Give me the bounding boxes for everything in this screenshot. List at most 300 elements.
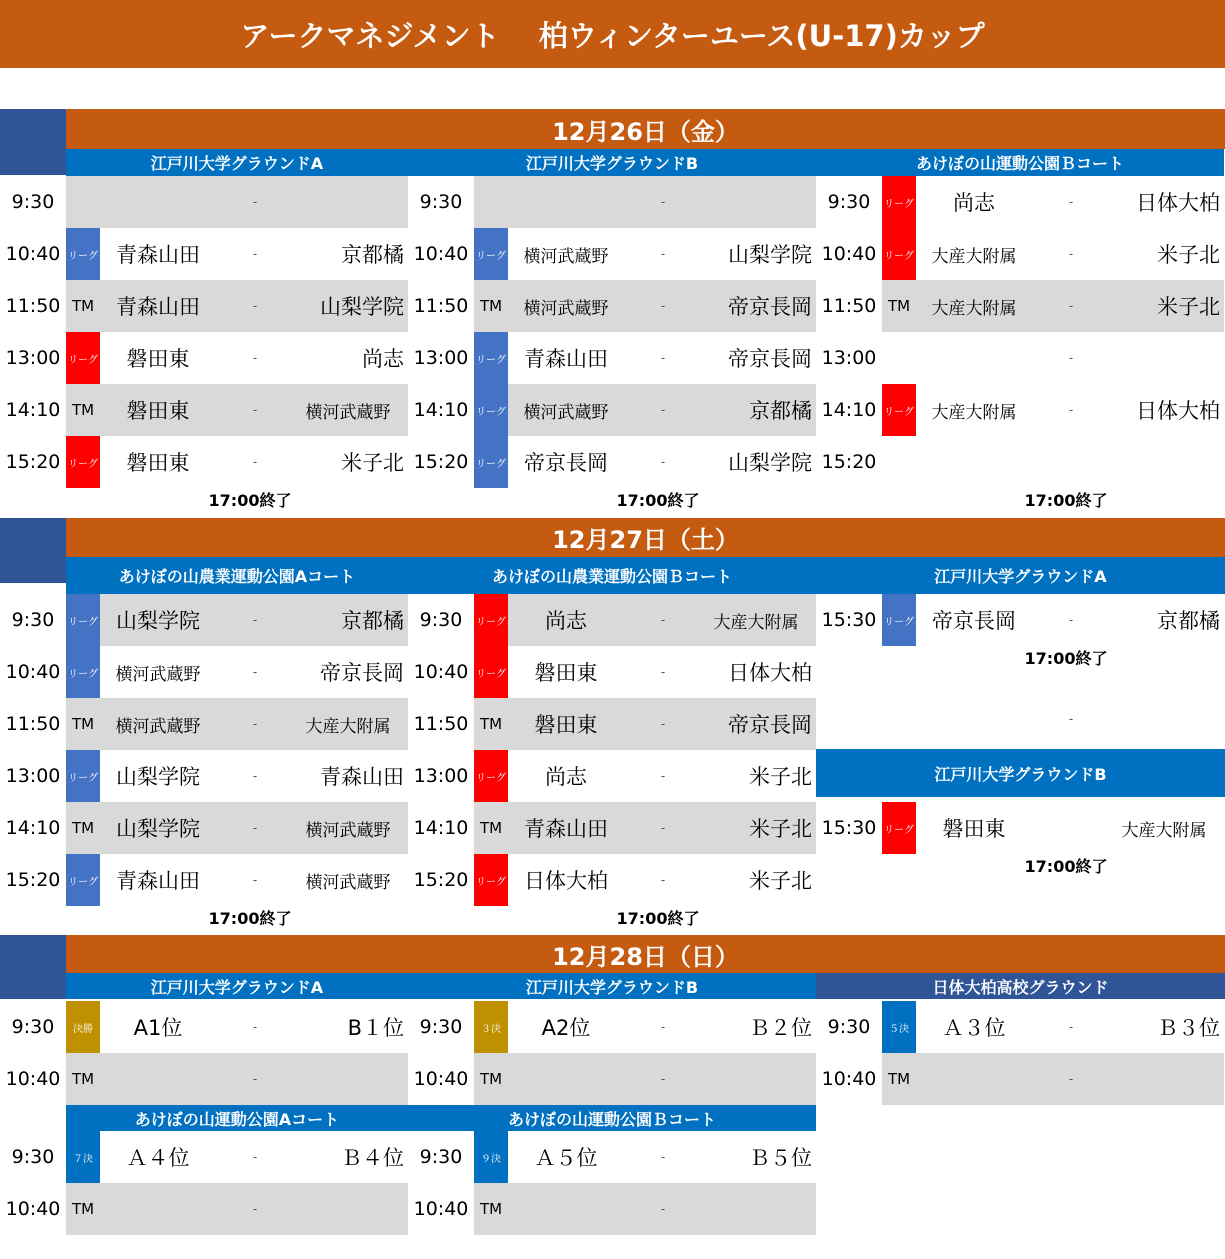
versus-dash: - — [252, 1150, 258, 1164]
versus-dash: - — [252, 1202, 258, 1216]
match-type-badge: ３決 — [474, 1001, 508, 1053]
versus-dash: - — [252, 403, 258, 417]
home-team: A2位 — [541, 1016, 591, 1040]
home-team: 山梨学院 — [116, 765, 200, 789]
match-type-badge: リーグ — [474, 594, 508, 646]
home-team: 山梨学院 — [116, 609, 200, 633]
versus-dash: - — [1068, 403, 1074, 417]
away-team: 尚志 — [362, 347, 404, 371]
match-time: 14:10 — [413, 817, 469, 839]
match-type-badge: TM — [71, 1200, 95, 1218]
match-type-badge: ５決 — [882, 1001, 916, 1053]
match-type-badge: リーグ — [66, 750, 100, 802]
match-time: 9:30 — [11, 191, 55, 213]
match-strip — [474, 750, 816, 802]
versus-dash: - — [252, 613, 258, 627]
away-team — [1108, 1053, 1220, 1105]
match-strip — [474, 176, 816, 228]
venue-header: 江戸川大学グラウンドB — [408, 149, 816, 176]
away-team: 米子北 — [749, 765, 812, 789]
versus-dash: - — [660, 351, 666, 365]
away-team: 京都橘 — [1157, 609, 1220, 633]
home-team — [916, 1053, 1032, 1105]
match-row — [0, 384, 408, 436]
match-type-badge: リーグ — [66, 646, 100, 698]
match-strip — [882, 594, 1224, 646]
versus-dash: - — [660, 403, 666, 417]
match-type-badge: TM — [479, 1200, 503, 1218]
home-team: Ａ５位 — [534, 1146, 598, 1170]
match-type-badge: リーグ — [66, 594, 100, 646]
away-team: 横河武蔵野 — [305, 872, 391, 893]
away-team — [292, 1053, 404, 1105]
match-strip — [474, 698, 816, 750]
home-team — [100, 1183, 216, 1235]
match-strip — [66, 1053, 408, 1105]
match-time: 11:50 — [5, 713, 61, 735]
venue-header: あけぼの山農業運動公園Ｂコート — [408, 557, 816, 594]
match-time: 10:40 — [5, 1068, 61, 1090]
versus-dash: - — [252, 1072, 258, 1086]
match-time: 14:10 — [5, 399, 61, 421]
match-type-badge: リーグ — [474, 332, 508, 384]
end-time-note: 17:00終了 — [616, 491, 700, 510]
versus-dash: - — [1068, 351, 1074, 365]
match-row — [408, 1183, 816, 1235]
home-team — [508, 176, 624, 228]
versus-dash: - — [252, 455, 258, 469]
spacer-dash: - — [1068, 712, 1074, 726]
match-strip — [66, 1001, 408, 1053]
versus-dash: - — [660, 1072, 666, 1086]
match-type-badge: リーグ — [882, 228, 916, 280]
home-team: 大産大附属 — [931, 246, 1017, 267]
home-team: 尚志 — [953, 191, 995, 215]
home-team: 磐田東 — [942, 817, 1006, 841]
away-team: Ｂ５位 — [749, 1146, 812, 1170]
versus-dash: - — [660, 1150, 666, 1164]
match-row — [408, 750, 816, 802]
match-strip — [66, 332, 408, 384]
away-team: Ｂ４位 — [341, 1146, 404, 1170]
match-type-badge: ７決 — [66, 1131, 100, 1183]
match-strip — [474, 1001, 816, 1053]
home-team: 横河武蔵野 — [523, 298, 609, 319]
match-time: 9:30 — [419, 191, 463, 213]
away-team: 米子北 — [749, 817, 812, 841]
away-team: 山梨学院 — [320, 295, 404, 319]
match-row — [0, 436, 408, 488]
match-time: 10:40 — [821, 243, 877, 265]
match-type-badge: 決勝 — [66, 1001, 100, 1053]
match-row — [408, 854, 816, 906]
match-type-badge: TM — [887, 1070, 911, 1088]
end-time-note: 17:00終了 — [1024, 857, 1108, 876]
match-row — [0, 802, 408, 854]
match-type-badge: リーグ — [474, 750, 508, 802]
match-type-badge: リーグ — [474, 384, 508, 436]
match-strip — [66, 228, 408, 280]
away-team: 帝京長岡 — [728, 347, 812, 371]
match-time: 11:50 — [413, 713, 469, 735]
match-row — [408, 228, 816, 280]
match-row — [408, 802, 816, 854]
home-team: 横河武蔵野 — [523, 402, 609, 423]
match-time: 13:00 — [413, 765, 469, 787]
versus-dash: - — [660, 613, 666, 627]
away-team: 山梨学院 — [728, 243, 812, 267]
match-time: 9:30 — [419, 1146, 463, 1168]
away-team: 大産大附属 — [1121, 820, 1207, 841]
match-row — [408, 646, 816, 698]
match-row — [408, 436, 816, 488]
away-team — [1108, 436, 1220, 488]
match-strip — [66, 802, 408, 854]
match-time: 10:40 — [413, 243, 469, 265]
match-strip — [474, 802, 816, 854]
match-row — [0, 750, 408, 802]
match-type-badge: リーグ — [882, 594, 916, 646]
match-time: 15:20 — [5, 451, 61, 473]
away-team: 米子北 — [749, 869, 812, 893]
home-team: 磐田東 — [126, 399, 190, 423]
home-team — [100, 1053, 216, 1105]
venue-header: 江戸川大学グラウンドB — [408, 973, 816, 999]
home-team: 磐田東 — [534, 661, 598, 685]
match-time: 9:30 — [11, 1016, 55, 1038]
match-row — [816, 280, 1224, 332]
venue-header: あけぼの山農業運動公園Aコート — [66, 557, 408, 594]
away-team — [1108, 332, 1220, 384]
home-team: 尚志 — [545, 609, 587, 633]
away-team: 山梨学院 — [728, 451, 812, 475]
away-team: 青森山田 — [320, 765, 404, 789]
end-time-note: 17:00終了 — [1024, 649, 1108, 668]
match-type-badge: リーグ — [882, 176, 916, 228]
match-strip — [882, 802, 1224, 854]
versus-dash: - — [1068, 247, 1074, 261]
match-row — [816, 1053, 1224, 1105]
home-team: 山梨学院 — [116, 817, 200, 841]
match-strip — [474, 332, 816, 384]
versus-dash: - — [252, 1020, 258, 1034]
away-team: 横河武蔵野 — [305, 820, 391, 841]
match-row — [0, 1183, 408, 1235]
versus-dash: - — [252, 717, 258, 731]
page-title: アークマネジメント 柏ウィンターユース(U-17)カップ — [0, 0, 1225, 68]
away-team: 京都橘 — [749, 399, 812, 423]
away-team — [700, 1183, 812, 1235]
match-row — [408, 594, 816, 646]
match-time: 15:30 — [821, 609, 877, 631]
match-strip — [474, 1131, 816, 1183]
home-team: Ａ３位 — [942, 1016, 1006, 1040]
match-strip — [882, 332, 1224, 384]
match-time: 15:20 — [5, 869, 61, 891]
match-time: 14:10 — [821, 399, 877, 421]
match-row — [408, 384, 816, 436]
match-type-badge: TM — [479, 819, 503, 837]
versus-dash: - — [252, 821, 258, 835]
away-team: 大産大附属 — [305, 716, 391, 737]
match-type-badge: TM — [71, 297, 95, 315]
away-team: 大産大附属 — [713, 612, 799, 633]
away-team: 京都橘 — [341, 243, 404, 267]
versus-dash: - — [1068, 1020, 1074, 1034]
match-type-badge: ９決 — [474, 1131, 508, 1183]
match-time: 9:30 — [11, 1146, 55, 1168]
away-team: 米子北 — [1157, 295, 1220, 319]
venue-header: 江戸川大学グラウンドA — [66, 973, 408, 999]
home-team: 横河武蔵野 — [115, 716, 201, 737]
match-type-badge: リーグ — [66, 854, 100, 906]
match-time: 11:50 — [413, 295, 469, 317]
versus-dash: - — [660, 665, 666, 679]
match-strip — [882, 436, 1224, 488]
venue-header: あけぼの山運動公園Ｂコート — [408, 1105, 816, 1131]
home-team: 青森山田 — [524, 347, 608, 371]
match-row — [408, 332, 816, 384]
match-time: 15:20 — [413, 451, 469, 473]
match-time: 15:20 — [413, 869, 469, 891]
home-team: 日体大柏 — [524, 869, 608, 893]
match-strip — [66, 698, 408, 750]
match-row — [0, 594, 408, 646]
home-team — [508, 1053, 624, 1105]
versus-dash: - — [252, 247, 258, 261]
match-strip — [882, 1053, 1224, 1105]
home-team: 青森山田 — [116, 869, 200, 893]
away-team: 日体大柏 — [728, 661, 812, 685]
venue-header: 日体大柏高校グラウンド — [816, 973, 1225, 999]
end-time-note: 17:00終了 — [616, 909, 700, 928]
match-row — [408, 176, 816, 228]
match-row — [0, 1053, 408, 1105]
home-team: 横河武蔵野 — [115, 664, 201, 685]
match-row — [0, 698, 408, 750]
match-strip — [474, 228, 816, 280]
match-strip — [474, 646, 816, 698]
end-time-note: 17:00終了 — [208, 491, 292, 510]
home-team: 青森山田 — [116, 243, 200, 267]
match-row — [408, 1131, 816, 1183]
match-type-badge: TM — [71, 715, 95, 733]
match-strip — [66, 436, 408, 488]
match-row — [0, 332, 408, 384]
match-time: 9:30 — [419, 609, 463, 631]
home-team: 磐田東 — [534, 713, 598, 737]
match-type-badge: リーグ — [66, 332, 100, 384]
match-row — [0, 176, 408, 228]
venue-header: 江戸川大学グラウンドA — [66, 149, 408, 176]
match-strip — [882, 176, 1224, 228]
match-strip — [66, 750, 408, 802]
versus-dash: - — [252, 873, 258, 887]
day-header: 12月27日（土） — [66, 518, 1225, 557]
end-time-note: 17:00終了 — [208, 909, 292, 928]
match-strip — [882, 384, 1224, 436]
match-type-badge: リーグ — [66, 436, 100, 488]
versus-dash: - — [252, 299, 258, 313]
match-type-badge: TM — [887, 297, 911, 315]
away-team: 帝京長岡 — [320, 661, 404, 685]
home-team: 青森山田 — [524, 817, 608, 841]
versus-dash: - — [660, 1202, 666, 1216]
match-row — [816, 436, 1224, 488]
match-row — [0, 854, 408, 906]
home-team: 青森山田 — [116, 295, 200, 319]
away-team: 横河武蔵野 — [305, 402, 391, 423]
match-strip — [474, 384, 816, 436]
away-team: 日体大柏 — [1136, 399, 1220, 423]
match-type-badge: TM — [479, 715, 503, 733]
match-row — [0, 1131, 408, 1183]
versus-dash: - — [660, 769, 666, 783]
away-team: 米子北 — [341, 451, 404, 475]
match-time: 9:30 — [419, 1016, 463, 1038]
versus-dash: - — [660, 873, 666, 887]
versus-dash: - — [660, 455, 666, 469]
match-row — [816, 384, 1224, 436]
home-team: 大産大附属 — [931, 298, 1017, 319]
match-strip — [66, 280, 408, 332]
venue-header: 江戸川大学グラウンドB — [816, 749, 1225, 797]
match-type-badge: リーグ — [882, 802, 916, 854]
home-team: 大産大附属 — [931, 402, 1017, 423]
day-header: 12月28日（日） — [66, 935, 1225, 973]
match-type-badge: リーグ — [474, 436, 508, 488]
match-time: 10:40 — [5, 243, 61, 265]
match-time: 10:40 — [413, 1198, 469, 1220]
versus-dash: - — [660, 717, 666, 731]
day-corner-block — [0, 109, 66, 175]
match-type-badge: TM — [479, 297, 503, 315]
day-corner-block — [0, 518, 66, 583]
match-strip — [66, 384, 408, 436]
match-type-badge: TM — [71, 819, 95, 837]
away-team — [700, 176, 812, 228]
home-team: A1位 — [133, 1016, 183, 1040]
match-row — [816, 332, 1224, 384]
home-team: 尚志 — [545, 765, 587, 789]
match-time: 14:10 — [5, 817, 61, 839]
match-strip — [66, 1183, 408, 1235]
match-time: 13:00 — [5, 765, 61, 787]
match-strip — [474, 436, 816, 488]
match-strip — [882, 228, 1224, 280]
match-strip — [882, 280, 1224, 332]
match-row — [0, 280, 408, 332]
match-time: 10:40 — [413, 661, 469, 683]
match-row — [816, 1001, 1224, 1053]
away-team — [292, 1183, 404, 1235]
home-team — [508, 1183, 624, 1235]
versus-dash: - — [660, 821, 666, 835]
match-strip — [66, 176, 408, 228]
match-strip — [474, 854, 816, 906]
versus-dash: - — [1068, 299, 1074, 313]
match-strip — [474, 1183, 816, 1235]
away-team — [700, 1053, 812, 1105]
away-team: 米子北 — [1157, 243, 1220, 267]
match-time: 11:50 — [5, 295, 61, 317]
match-strip — [474, 594, 816, 646]
versus-dash: - — [252, 351, 258, 365]
match-time: 13:00 — [5, 347, 61, 369]
match-strip — [474, 280, 816, 332]
match-row — [0, 646, 408, 698]
away-team: B１位 — [347, 1016, 404, 1040]
day-corner-block — [0, 935, 66, 999]
match-time: 13:00 — [413, 347, 469, 369]
away-team: Ｂ３位 — [1157, 1016, 1220, 1040]
match-strip — [66, 1131, 408, 1183]
home-team: 横河武蔵野 — [523, 246, 609, 267]
venue-header: あけぼの山運動公園Ｂコート — [816, 149, 1224, 176]
match-type-badge: リーグ — [474, 646, 508, 698]
end-time-note: 17:00終了 — [1024, 491, 1108, 510]
match-row — [408, 1001, 816, 1053]
match-type-badge: TM — [479, 1070, 503, 1088]
versus-dash: - — [660, 247, 666, 261]
home-team — [916, 436, 1032, 488]
match-row — [816, 802, 1224, 854]
day-header: 12月26日（金） — [66, 109, 1225, 149]
match-row — [816, 176, 1224, 228]
away-team: 京都橘 — [341, 609, 404, 633]
match-time: 15:20 — [821, 451, 877, 473]
venue-header: あけぼの山運動公園Aコート — [66, 1105, 408, 1131]
match-time: 9:30 — [827, 191, 871, 213]
match-row — [816, 594, 1224, 646]
match-row — [408, 1053, 816, 1105]
match-strip — [474, 1053, 816, 1105]
match-time: 10:40 — [413, 1068, 469, 1090]
match-time: 15:30 — [821, 817, 877, 839]
away-team: 帝京長岡 — [728, 713, 812, 737]
match-row — [816, 228, 1224, 280]
match-time: 10:40 — [5, 1198, 61, 1220]
home-team: 帝京長岡 — [524, 451, 608, 475]
versus-dash: - — [660, 195, 666, 209]
versus-dash: - — [252, 665, 258, 679]
versus-dash: - — [252, 769, 258, 783]
match-time: 9:30 — [11, 609, 55, 631]
match-type-badge: TM — [71, 401, 95, 419]
match-time: 10:40 — [821, 1068, 877, 1090]
match-time: 13:00 — [821, 347, 877, 369]
match-type-badge: リーグ — [474, 854, 508, 906]
match-row — [0, 228, 408, 280]
match-time: 9:30 — [827, 1016, 871, 1038]
venue-header: 江戸川大学グラウンドA — [816, 557, 1225, 594]
versus-dash: - — [660, 299, 666, 313]
match-strip — [66, 594, 408, 646]
home-team: 磐田東 — [126, 347, 190, 371]
match-type-badge: リーグ — [66, 228, 100, 280]
versus-dash: - — [1068, 195, 1074, 209]
match-type-badge: リーグ — [474, 228, 508, 280]
home-team: 帝京長岡 — [932, 609, 1016, 633]
match-strip — [66, 854, 408, 906]
match-row — [408, 698, 816, 750]
match-time: 14:10 — [413, 399, 469, 421]
match-strip — [66, 646, 408, 698]
away-team — [292, 176, 404, 228]
versus-dash: - — [252, 195, 258, 209]
home-team: 磐田東 — [126, 451, 190, 475]
away-team: 日体大柏 — [1136, 191, 1220, 215]
